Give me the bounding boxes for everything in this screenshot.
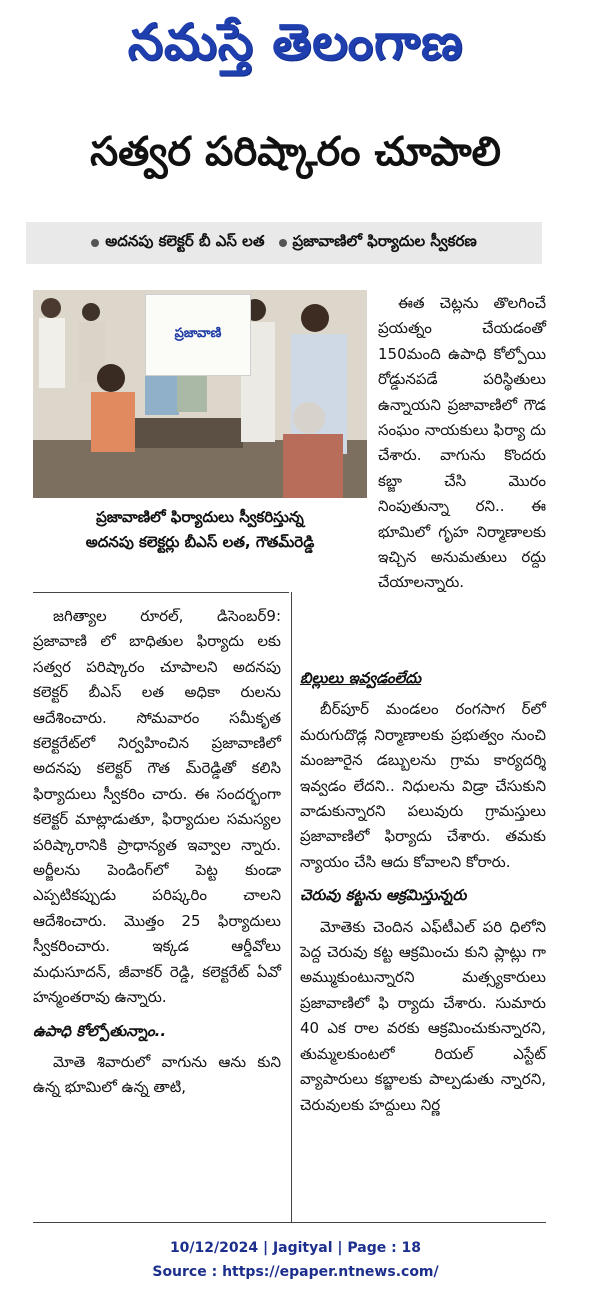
subpoint-label: అదనపు కలెక్టర్ బీ ఎస్ లత <box>105 232 265 250</box>
subpoint <box>279 232 477 254</box>
prajavani-banner: ప్రజావాణి <box>145 294 251 376</box>
subpoint-label: ప్రజావాణిలో ఫిర్యాదుల స్వీకరణ <box>292 232 477 250</box>
body-text: ఈత చెట్లను తొలగించే ప్రయత్నం చేయడంతో 150మంది ఉపాధి కోల్పోయి రోడ్డునపడే పరిస్థితులు ఉన్నాయని ప్రజావాణిలో గౌడ సంఘం నాయకులు ఫిర్యా దు చేశారు. వాగును కొందరు కబ్జా చేసి మొరం నింపుతున్నా రని.. ఈ భూమిలో గృహ నిర్మాణాలకు ఇచ్చిన అనుమతులు రద్దు చేయాలన్నారు. <box>378 294 546 592</box>
left-column <box>33 604 281 1101</box>
headline: సత్వర పరిష్కారం చూపాలి <box>90 129 501 175</box>
subheading: చెరువు కట్టను ఆక్రమిస్తున్నరు <box>300 886 467 905</box>
footer <box>0 1236 591 1284</box>
subpoints-bar <box>26 222 542 264</box>
column-divider <box>291 592 292 1222</box>
footer-date-line: 10/12/2024 | Jagityal | Page : 18 <box>169 1240 422 1256</box>
body-text: జగిత్యాల రూరల్, డిసెంబర్9: ప్రజావాణి లో బాధితుల ఫిర్యాదు లకు సత్వర పరిష్కారం చూపాలని అదనపు కలెక్టర్ బీఎస్ లత అధికా రులను ఆదేశించారు. సోమవారం సమీకృత కలెక్టరేట్‌లో నిర్వహించిన ప్రజావాణిలో అదనపు కలెక్టర్ గౌత మ్‌రెడ్డితో కలిసి ఫిర్యాదులు స్వీకరిం చారు. ఈ సందర్భంగా కలెక్టర్ మాట్లాడుతూ, ఫిర్యాదుల సమస్యల పరిష్కారానికి ప్రాధాన్యత ఇవ్వాల న్నారు. అర్జీలను పెండింగ్‌లో పెట్ట కుండా ఎప్పటికప్పుడు పరిష్కరిం చాలని ఆదేశించారు. మొత్తం 25 ఫిర్యాదులు స్వీకరించారు. ఇక్కడ ఆర్డీవోలు మధుసూదన్, జీవాకర్ రెడ్డి, కలెక్టరేట్ ఏవో హన్మంతరావు ఉన్నారు. <box>33 607 281 1007</box>
caption-line: అదనపు కలెక్టర్లు బీఎస్ లత, గౌతమ్‌రెడ్డి <box>85 533 315 551</box>
photo-caption <box>33 505 367 555</box>
bullet-icon <box>91 239 99 247</box>
masthead: నమస్తే తెలంగాణ <box>127 12 464 71</box>
body-text: మోతె శివారులో వాగును ఆను కుని ఉన్న భూమిలో ఉన్న తాటి, <box>33 1052 281 1097</box>
subpoint <box>91 232 264 254</box>
right-column <box>300 658 546 1118</box>
footer-source-line: Source : https://epaper.ntnews.com/ <box>152 1264 439 1280</box>
caption-line: ప్రజావాణిలో ఫిర్యాదులు స్వీకరిస్తున్న <box>96 508 304 526</box>
bottom-rule <box>33 1222 546 1223</box>
divider <box>33 592 289 593</box>
subheading: ఉపాధి కోల్పోతున్నాం.. <box>33 1021 167 1040</box>
right-column-top <box>378 291 546 596</box>
body-text: మోతెకు చెందిన ఎఫ్‌టీఎల్ పరి ధిలోని పెద్ద చెరువు కట్ట ఆక్రమించు కుని ప్లాట్లు గా అమ్ముకుంటున్నారని మత్స్యకారులు ప్రజావాణిలో ఫి ర్యాదు చేశారు. సుమారు 40 ఎక రాల వరకు ఆక్రమించుకున్నారని, తుమ్మలకుంటలో రియల్ ఎస్టేట్ వ్యాపారులు కబ్జాలకు పాల్పడుతు న్నారని, చెరువులకు హద్దులు నిర్ణ <box>300 917 546 1114</box>
bullet-icon <box>279 239 287 247</box>
article-photo <box>33 290 367 498</box>
subheading: బిల్లులు ఇవ్వడంలేదు <box>300 669 422 687</box>
body-text: బీర్‌పూర్ మండలం రంగసాగ ర్‌లో మరుగుదొడ్ల నిర్మాణాలకు ప్రభుత్వం నుంచి మంజూరైన డబ్బులను గ్రామ కార్యదర్శి ఇవ్వడం లేదని.. నిధులను విడ్రా చేసుకుని వాడుకున్నారని పలువురు గ్రామస్తులు ప్రజావాణిలో ఫిర్యాదు చేశారు. తమకు న్యాయం చేసి ఆదు కోవాలని కోరారు. <box>300 700 546 871</box>
